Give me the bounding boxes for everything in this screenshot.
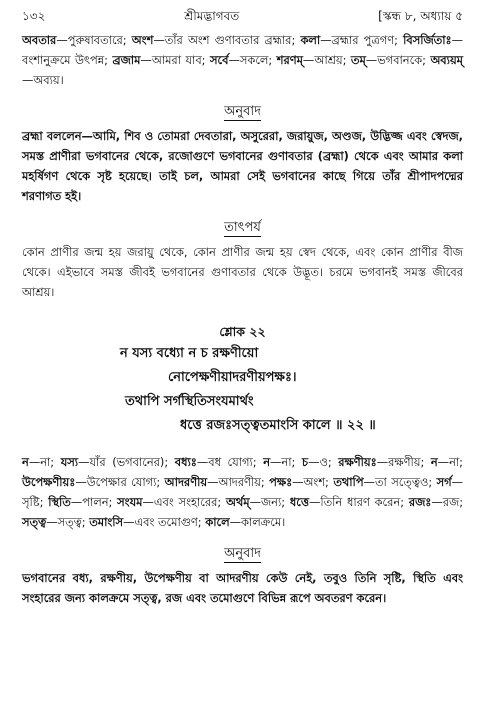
translation-heading: অনুবাদ [224, 104, 261, 119]
synonym-term: তমাংসি [89, 515, 124, 529]
synonym-meaning: কালক্রমে। [240, 515, 286, 529]
synonym-term: পক্ষঃ [269, 475, 293, 489]
synonym-meaning: আমরা যাব; [151, 53, 210, 67]
translation-text-2: ভগবানের বধ্য, রক্ষণীয়, উপেক্ষণীয় বা আদরণীয় কেউ নেই, তবুও তিনি সৃষ্টি, স্থিতি এবং সংহারের জন্য কালক্রমে সত্ত্ব, রজ এবং তমোগুণে বিভিন্ন রূপে অবতরণ করেন। [22, 571, 463, 605]
synonym-term: কলা [300, 33, 321, 47]
synonym-term: সর্গ [436, 475, 452, 489]
synonym-term: তম্ [350, 53, 366, 67]
synonym-meaning: তিনি ধারণ করেন; [320, 495, 409, 509]
synonym-meaning: এবং সংহারের; [153, 495, 226, 509]
verse-line-1: ন যস্য বধ্যো ন চ রক্ষণীয়ো [120, 346, 259, 361]
synonym-meaning: আশ্রয়; [314, 53, 351, 67]
book-title: শ্রীমদ্ভাগবত [184, 9, 240, 23]
verse-line-3: তথাপি সর্গস্থিতিসংযমার্থং [125, 394, 254, 409]
translation-text: ব্রহ্মা বললেন—আমি, শিব ও তোমরা দেবতারা, অসুরেরা, জরায়ুজ, অণ্ডজ, উদ্ভিজ্জ এবং স্বেদজ, সমস্ত প্রাণীরা ভগবানের থেকে, রজোগুণে ভগবানের গুণাবতার (ব্রহ্মা) থেকে এবং আমার কলা মহর্ষিগণ থেকে সৃষ্ট হয়েছে। তাই চল, আমরা সেই ভগবানের কাছে গিয়ে তাঁর শ্রীপাদপদ্মের শরণাগত হই। [22, 129, 463, 203]
synonym-meaning: পালন; [82, 495, 118, 509]
synonym-term: ন [263, 455, 271, 469]
synonym-meaning: ব্রহ্মার পুত্রগণ; [331, 33, 404, 47]
synonym-term: কালে [205, 515, 230, 529]
synonym-term: বিসর্জিতাঃ [403, 33, 452, 47]
synonym-meaning: বংশানুক্রমে উৎপন্ন; [22, 53, 113, 67]
synonym-term: উপেক্ষণীয়ঃ [22, 475, 76, 489]
synonym-term: সত্ত্ব [22, 515, 47, 529]
synonym-term: চ [301, 455, 309, 469]
synonym-term: যস্য [60, 455, 79, 469]
synonym-meaning: রক্ষণীয়; [388, 455, 431, 469]
translation-heading-2: অনুবাদ [224, 546, 261, 561]
verse-block [22, 342, 463, 438]
synonym-term: স্থিতি [48, 495, 71, 509]
synonym-meaning: না; [40, 455, 61, 469]
verse-line-4: ধত্তে রজঃসত্ত্বতমাংসি কালে ॥ ২২ ॥ [180, 418, 376, 433]
synonym-meaning: ও; [319, 455, 339, 469]
synonym-term: শরণম্ [276, 53, 303, 67]
synonym-term: অব্যয়ম্ [430, 53, 463, 67]
synonym-meaning: জন্য; [260, 495, 290, 509]
page-header [22, 8, 463, 30]
synonyms-top: অবতার—পুরুষাবতারে; অংশ—তাঁর অংশ গুণাবতার ব্রহ্মার; কলা—ব্রহ্মার পুত্রগণ; বিসর্জিতাঃ—বংশানুক্রমে উৎপন্ন; ব্রজাম—আমরা যাব; সর্বে—সকলে; শরণম্—আশ্রয়; তম্—ভগবানকে; অব্যয়ম্—অব্যয়। [22, 33, 463, 87]
synonym-term: বধ্যঃ [174, 455, 197, 469]
synonym-meaning: তা সত্ত্বেও; [374, 475, 437, 489]
synonym-term: আদরণীয় [164, 475, 208, 489]
synonym-term: রজঃ [408, 495, 432, 509]
synonym-term: অবতার [22, 33, 57, 47]
synonym-meaning: আদরণীয়; [218, 475, 270, 489]
synonym-meaning: সৃষ্টি; [22, 495, 49, 509]
synonym-term: রক্ষণীয়ঃ [338, 455, 377, 469]
synonym-meaning: না; [449, 455, 464, 469]
synonym-meaning: সত্ত্ব; [57, 515, 90, 529]
synonym-meaning: অব্যয়। [33, 73, 64, 87]
verse-title: শ্লোক ২২ [219, 324, 266, 339]
synonym-term: ন [22, 455, 29, 469]
synonym-meaning: তাঁর অংশ গুণাবতার ব্রহ্মার; [164, 33, 301, 47]
chapter-reference: [স্কন্ধ ৮, অধ্যায় ৫ [378, 9, 463, 23]
synonym-term: সর্বে [209, 53, 229, 67]
synonym-term: অর্থম্ [225, 495, 250, 509]
synonym-meaning: বধ যোগ্য; [208, 455, 264, 469]
synonym-term: সংযম [117, 495, 143, 509]
synonym-meaning: না; [281, 455, 302, 469]
synonym-meaning: সকলে; [239, 53, 277, 67]
synonym-meaning: অংশ; [303, 475, 334, 489]
purport-heading: তাৎপর্য [224, 220, 261, 235]
synonym-term: ধত্তে [289, 495, 309, 509]
synonym-term: ন [430, 455, 438, 469]
page-number: ১৩২ [22, 9, 46, 23]
synonym-term: অংশ [131, 33, 154, 47]
synonym-meaning: রজ; [442, 495, 464, 509]
synonym-term: তথাপি [333, 475, 364, 489]
synonym-meaning: উপেক্ষার যোগ্য; [86, 475, 165, 489]
synonyms-bottom: ন—না; যস্য—যাঁর (ভগবানের); বধ্যঃ—বধ যোগ্য; ন—না; চ—ও; রক্ষণীয়ঃ—রক্ষণীয়; ন—না; উপেক্ষণীয়ঃ—উপেক্ষার যোগ্য; আদরণীয়—আদরণীয়; পক্ষঃ—অংশ; তথাপি—তা সত্ত্বেও; সর্গ—সৃষ্টি; স্থিতি—পালন; সংযম—এবং সংহারের; অর্থম্—জন্য; ধত্তে—তিনি ধারণ করেন; রজঃ—রজ; সত্ত্ব—সত্ত্ব; তমাংসি—এবং তমোগুণ; কালে—কালক্রমে। [22, 455, 464, 529]
synonym-meaning: এবং তমোগুণ; [134, 515, 206, 529]
synonym-meaning: পুরুষাবতারে; [67, 33, 132, 47]
synonym-meaning: ভগবানকে; [377, 53, 431, 67]
purport-text: কোন প্রাণীর জন্ম হয় জরায়ু থেকে, কোন প্রাণীর জন্ম হয় স্বেদ থেকে, এবং কোন প্রাণীর বীজ থেকে। এইভাবে সমস্ত জীবই ভগবানের গুণাবতার থেকে উদ্ভূত। চরমে ভগবানই সমস্ত জীবের আশ্রয়। [22, 245, 463, 299]
synonym-term: ব্রজাম [112, 53, 141, 67]
synonym-meaning: যাঁর (ভগবানের); [89, 455, 175, 469]
verse-line-2: নোপেক্ষণীয়াদরণীয়পক্ষঃ। [168, 370, 297, 385]
